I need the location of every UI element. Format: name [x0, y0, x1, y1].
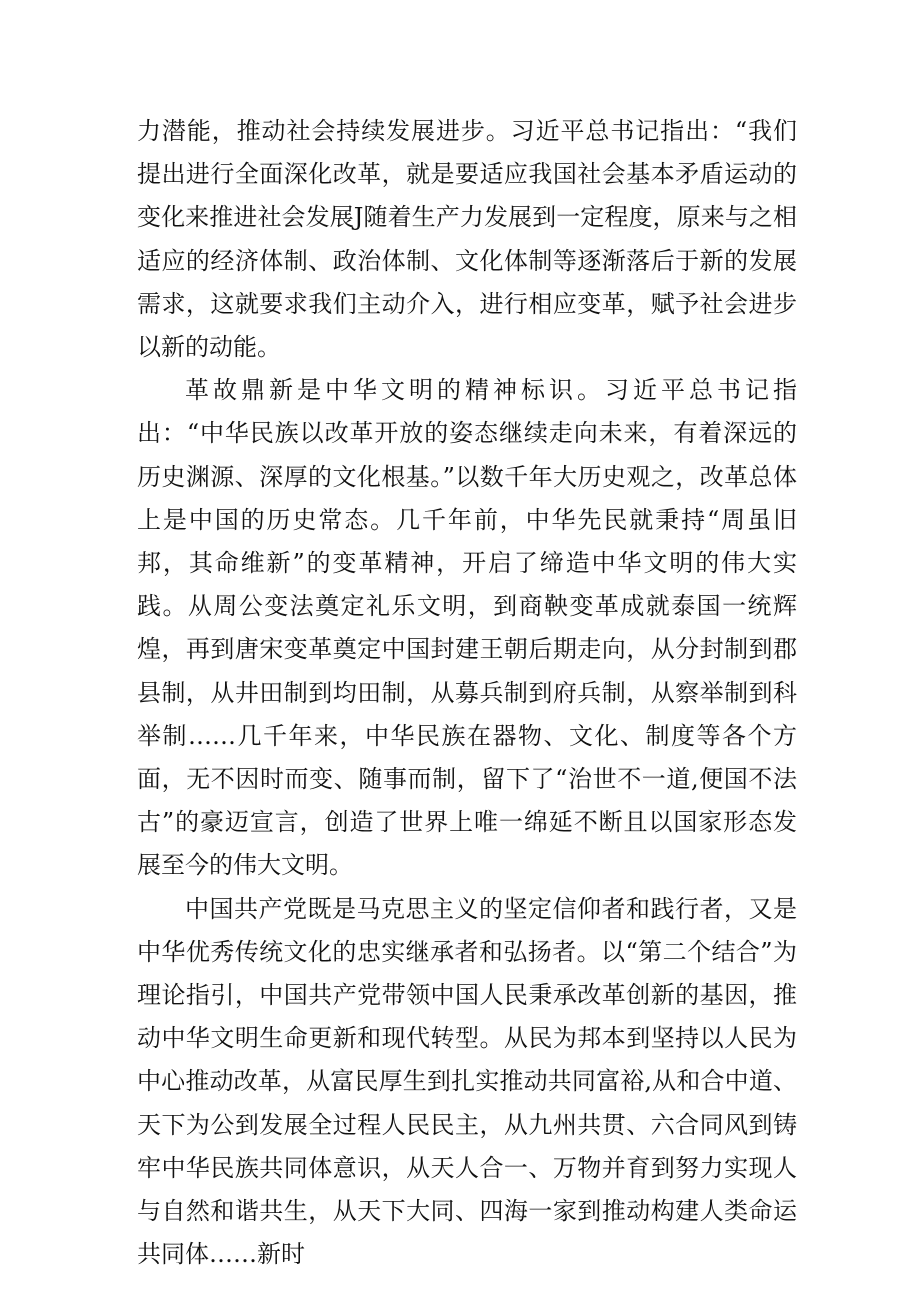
- paragraph-1: 力潜能，推动社会持续发展进步。习近平总书记指出：“我们提出进行全面深化改革，就是要适应我国社会基本矛盾运动的变化来推进社会发展J随着生产力发展到一定程度，原来与之相适应的经济体制、政治体制、文化体制等逐渐落后于新的发展需求，这就要求我们主动介入，进行相应变革，赋予社会进步以新的动能。: [137, 117, 797, 362]
- body-text: [137, 110, 797, 1276]
- paragraph-3: 中国共产党既是马克思主义的坚定信仰者和践行者，又是中华优秀传统文化的忠实继承者和弘扬者。以“第二个结合”为理论指引，中国共产党带领中国人民秉承改革创新的基因，推动中华文明生命更新和现代转型。从民为邦本到坚持以人民为中心推动改革，从富民厚生到扎实推动共同富裕,从和合中道、天下为公到发展全过程人民民主，从九州共贯、六合同风到铸牢中华民族共同体意识，从天人合一、万物并育到努力实现人与自然和谐共生，从天下大同、四海一家到推动构建人类命运共同体……新时: [137, 894, 797, 1269]
- paragraph-2: 革故鼎新是中华文明的精神标识。习近平总书记指出：“中华民族以改革开放的姿态继续走向未来，有着深远的历史渊源、深厚的文化根基。”以数千年大历史观之，改革总体上是中国的历史常态。几千年前，中华先民就秉持“周虽旧邦，其命维新”的变革精神，开启了缔造中华文明的伟大实践。从周公变法奠定礼乐文明，到商鞅变革成就泰国一统辉煌，再到唐宋变革奠定中国封建王朝后期走向，从分封制到郡县制，从井田制到均田制，从募兵制到府兵制，从察举制到科举制……几千年来，中华民族在器物、文化、制度等各个方面，无不因时而变、随事而制，留下了“治世不一道,便国不法古”的豪迈宣言，创造了世界上唯一绵延不断且以国家形态发展至今的伟大文明。: [137, 376, 797, 880]
